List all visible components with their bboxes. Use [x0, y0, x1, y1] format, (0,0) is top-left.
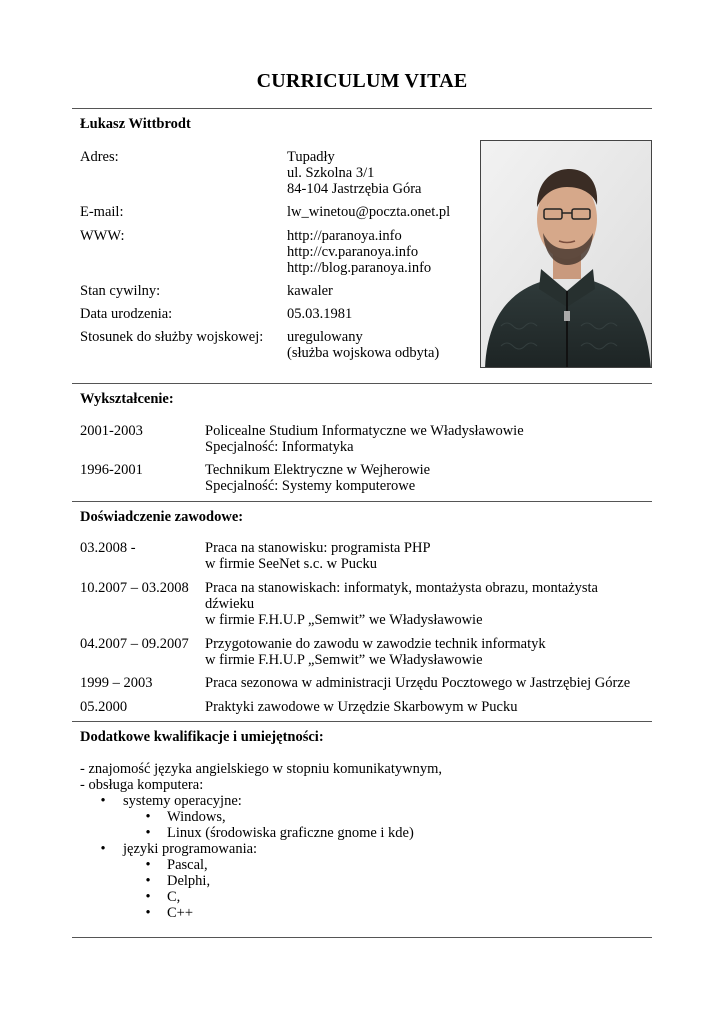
- experience-line: dźwieku: [205, 596, 255, 612]
- civil-label: Stan cywilny:: [80, 283, 161, 299]
- experience-heading: Doświadczenie zawodowe:: [80, 509, 244, 525]
- education-heading: Wykształcenie:: [80, 391, 174, 407]
- page-title: CURRICULUM VITAE: [256, 70, 468, 92]
- experience-line: w firmie F.H.U.P „Semwit” we Władysławowie: [205, 612, 483, 628]
- address-label: Adres:: [80, 149, 119, 165]
- skill-item: Windows,: [167, 809, 226, 825]
- experience-line: Praktyki zawodowe w Urzędzie Skarbowym w Pucku: [205, 699, 518, 715]
- experience-date: 05.2000: [80, 699, 128, 715]
- education-date: 2001-2003: [80, 423, 143, 439]
- www-link: http://blog.paranoya.info: [287, 260, 432, 276]
- experience-date: 1999 – 2003: [80, 675, 153, 691]
- bullet-icon: •: [145, 857, 151, 873]
- www-label: WWW:: [80, 228, 125, 244]
- experience-line: Praca na stanowisku: programista PHP: [205, 540, 431, 556]
- skill-item: C++: [167, 905, 194, 921]
- skill-category: języki programowania:: [123, 841, 258, 857]
- divider: [72, 108, 652, 109]
- experience-date: 03.2008 -: [80, 540, 136, 556]
- bullet-icon: •: [145, 809, 151, 825]
- bullet-icon: •: [145, 873, 151, 889]
- skill-line: - znajomość języka angielskiego w stopniu komunikatywnym,: [80, 761, 443, 777]
- www-link: http://paranoya.info: [287, 228, 402, 244]
- skill-category: systemy operacyjne:: [123, 793, 242, 809]
- bullet-icon: •: [145, 889, 151, 905]
- education-line: Technikum Elektryczne w Wejherowie: [205, 462, 431, 478]
- military-value: uregulowany: [287, 329, 363, 345]
- email-value: lw_winetou@poczta.onet.pl: [287, 204, 451, 220]
- divider: [72, 383, 652, 384]
- skill-item: Delphi,: [167, 873, 211, 889]
- experience-line: w firmie SeeNet s.c. w Pucku: [205, 556, 377, 572]
- bullet-icon: •: [100, 793, 106, 809]
- experience-line: Praca na stanowiskach: informatyk, montażysta obrazu, montażysta: [205, 580, 598, 596]
- skill-line: - obsługa komputera:: [80, 777, 204, 793]
- experience-date: 04.2007 – 09.2007: [80, 636, 189, 652]
- experience-line: Przygotowanie do zawodu w zawodzie technik informatyk: [205, 636, 546, 652]
- skills-heading: Dodatkowe kwalifikacje i umiejętności:: [80, 729, 324, 745]
- civil-value: kawaler: [287, 283, 333, 299]
- education-date: 1996-2001: [80, 462, 143, 478]
- birth-label: Data urodzenia:: [80, 306, 173, 322]
- military-label: Stosunek do służby wojskowej:: [80, 329, 264, 345]
- education-line: Specjalność: Informatyka: [205, 439, 354, 455]
- divider: [72, 721, 652, 722]
- skill-item: Pascal,: [167, 857, 208, 873]
- portrait-photo: [480, 140, 652, 368]
- skill-item: C,: [167, 889, 181, 905]
- experience-line: Praca sezonowa w administracji Urzędu Pocztowego w Jastrzębiej Górze: [205, 675, 631, 691]
- experience-line: w firmie F.H.U.P „Semwit” we Władysławowie: [205, 652, 483, 668]
- experience-date: 10.2007 – 03.2008: [80, 580, 189, 596]
- bullet-icon: •: [145, 905, 151, 921]
- education-line: Policealne Studium Informatyczne we Władysławowie: [205, 423, 524, 439]
- education-line: Specjalność: Systemy komputerowe: [205, 478, 416, 494]
- email-label: E-mail:: [80, 204, 124, 220]
- address-line: Tupadły: [287, 149, 335, 165]
- person-name: Łukasz Wittbrodt: [80, 116, 191, 132]
- birth-value: 05.03.1981: [287, 306, 353, 322]
- bullet-icon: •: [100, 841, 106, 857]
- address-line: ul. Szkolna 3/1: [287, 165, 375, 181]
- address-line: 84-104 Jastrzębia Góra: [287, 181, 422, 197]
- divider: [72, 937, 652, 938]
- divider: [72, 501, 652, 502]
- portrait-image: [481, 141, 652, 368]
- www-link: http://cv.paranoya.info: [287, 244, 419, 260]
- military-value: (służba wojskowa odbyta): [287, 345, 440, 361]
- skill-item: Linux (środowiska graficzne gnome i kde): [167, 825, 414, 841]
- bullet-icon: •: [145, 825, 151, 841]
